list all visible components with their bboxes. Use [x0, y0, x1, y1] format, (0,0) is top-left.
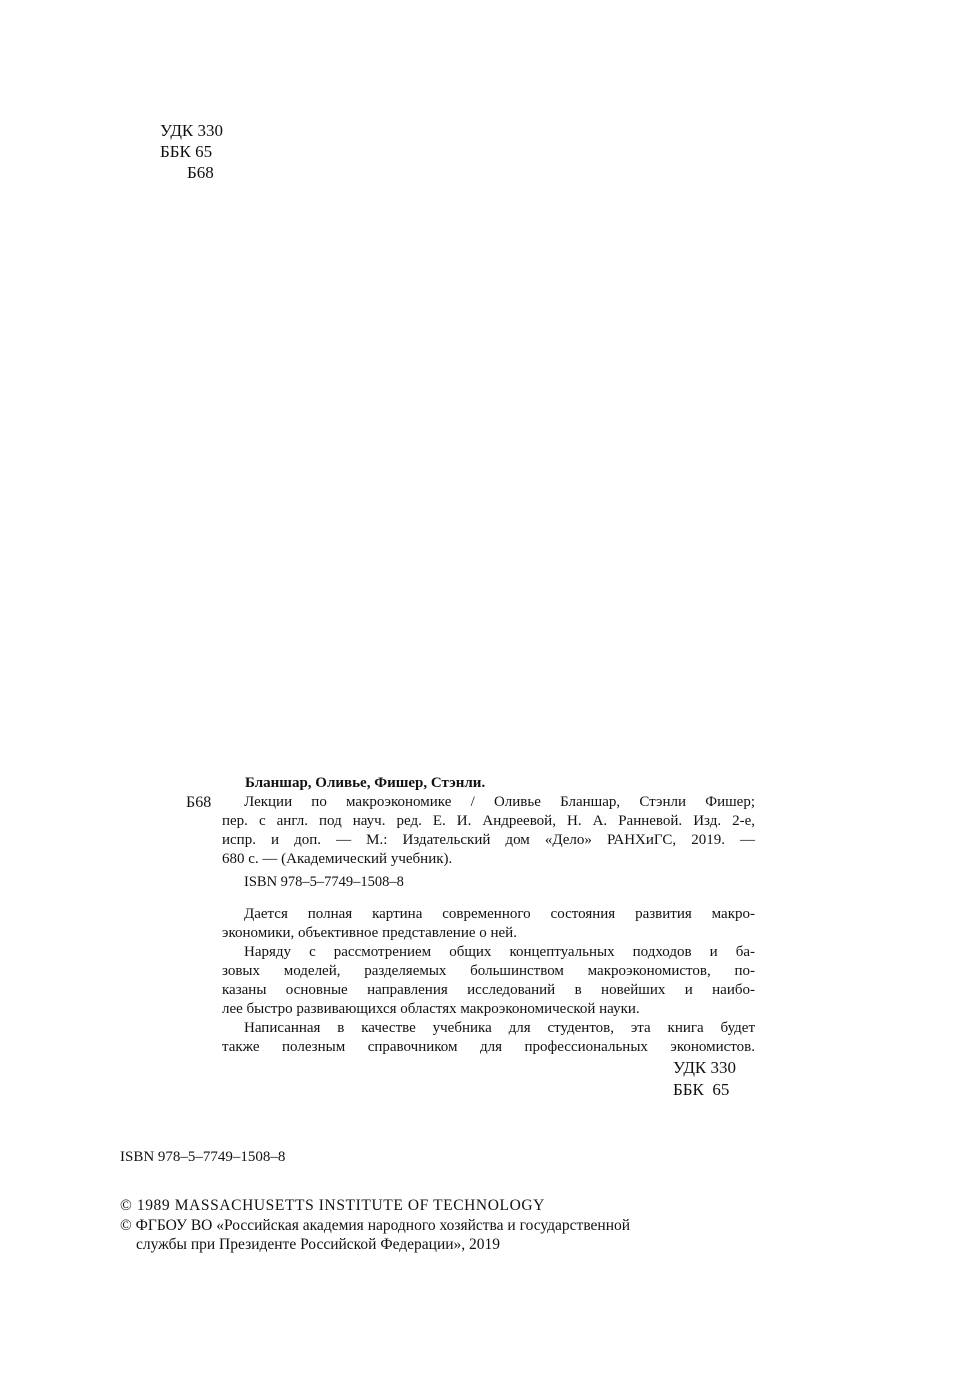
udk-code-bottom: УДК 330 — [673, 1058, 737, 1077]
annotation-line: зовых моделей, разделяемых большинством макроэкономистов, по- — [222, 963, 755, 979]
annotation-line: также полезным справочником для профессиональных экономистов. — [222, 1039, 755, 1055]
catalog-card-isbn: ISBN 978–5–7749–1508–8 — [244, 874, 404, 890]
copyright-ranepa-line2: службы при Президенте Российской Федерации», 2019 — [136, 1236, 501, 1253]
annotation-line: Дается полная картина современного состояния развития макро- — [244, 906, 755, 922]
copyright-ranepa-line1: © ФГБОУ ВО «Российская академия народного хозяйства и государственной — [120, 1217, 631, 1234]
author-mark-top: Б68 — [187, 163, 214, 182]
catalog-card-description-line: Лекции по макроэкономике / Оливье Бланшар, Стэнли Фишер; — [244, 794, 755, 810]
catalog-card-author-mark: Б68 — [186, 794, 212, 811]
annotation-line: экономики, объективное представление о ней. — [222, 925, 517, 941]
annotation-line: Написанная в качестве учебника для студентов, эта книга будет — [244, 1020, 755, 1036]
annotation-line: лее быстро развивающихся областях макроэкономической науки. — [222, 1001, 640, 1017]
isbn-main: ISBN 978–5–7749–1508–8 — [120, 1149, 286, 1165]
annotation-line: Наряду с рассмотрением общих концептуальных подходов и ба- — [244, 944, 755, 960]
catalog-card-description-line: пер. с англ. под науч. ред. Е. И. Андреевой, Н. А. Ранневой. Изд. 2-е, — [222, 813, 755, 829]
udk-code-top: УДК 330 — [160, 121, 224, 140]
catalog-card-description-line: испр. и доп. — М.: Издательский дом «Дело» РАНХиГС, 2019. — — [222, 832, 755, 848]
catalog-card-heading: Бланшар, Оливье, Фишер, Стэнли. — [245, 775, 486, 791]
bbk-code-top: ББК 65 — [160, 142, 213, 161]
annotation-line: казаны основные направления исследований в новейших и наибо- — [222, 982, 755, 998]
bbk-code-bottom: ББК 65 — [673, 1080, 730, 1099]
catalog-card-description-line: 680 с. — (Академический учебник). — [222, 851, 453, 867]
copyright-mit: © 1989 MASSACHUSETTS INSTITUTE OF TECHNOLOGY — [120, 1197, 545, 1214]
